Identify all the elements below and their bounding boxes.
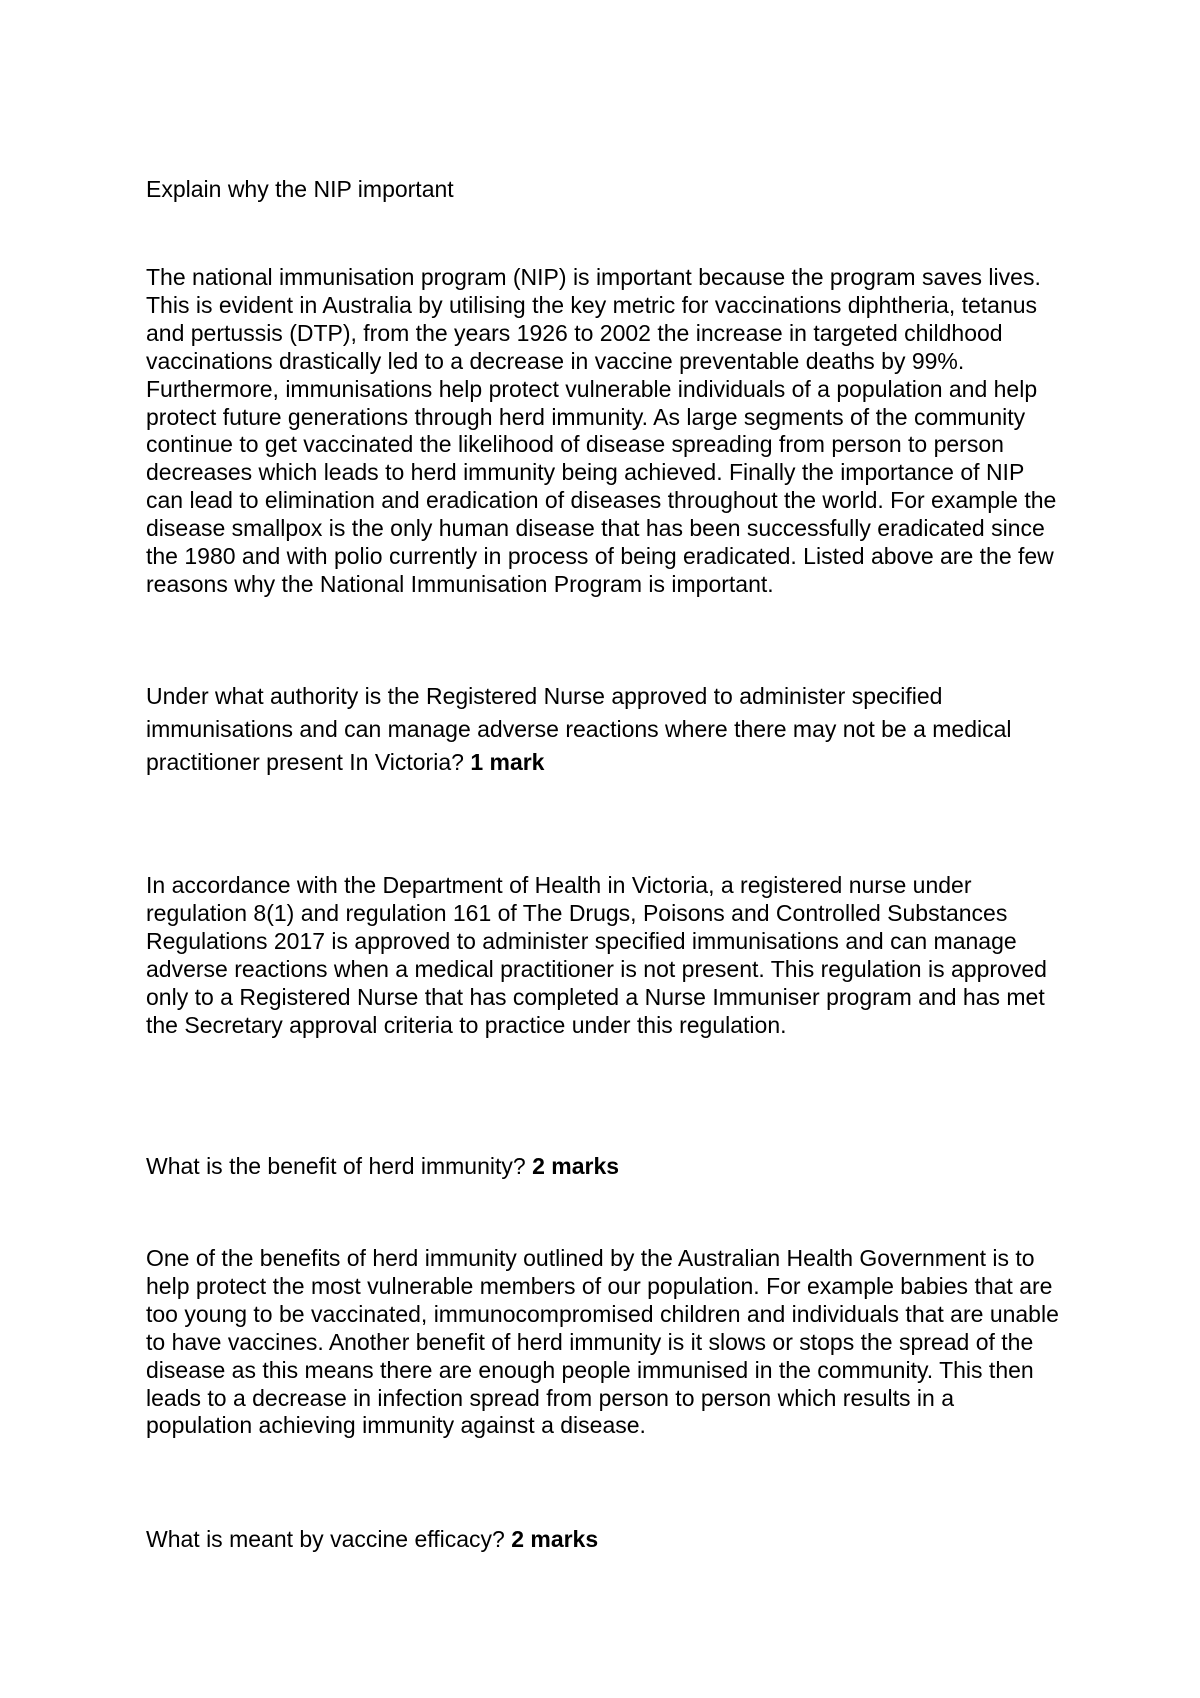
answer-herd-immunity-benefit: One of the benefits of herd immunity outlined by the Australian Health Government is to help protect the most vulnerable members of our population. For example babies that are too young to be vaccinated, immunocompromised children and individuals that are unable to have vaccines. Another benefit of herd immunity is it slows or stops the spread of the disease as this means there are enough people immunised in the community. This then leads to a decrease in infection spread from person to person which results in a population achieving immunity against a disease.	[146, 1245, 1059, 1439]
question-text: Under what authority is the Registered Nurse approved to administer specified immunisations and can manage adverse reactions where there may not be a medical practitioner present In Victoria?	[146, 683, 1012, 775]
question-herd-immunity-benefit	[146, 1153, 1066, 1181]
question-text: Explain why the NIP important	[146, 176, 454, 202]
marks-label: 1 mark	[470, 749, 545, 775]
question-rn-authority	[146, 680, 1066, 779]
question-text: What is the benefit of herd immunity?	[146, 1153, 526, 1179]
question-text: What is meant by vaccine efficacy?	[146, 1526, 505, 1552]
marks-label: 2 marks	[511, 1526, 599, 1552]
marks-label: 2 marks	[532, 1153, 620, 1179]
answer-nip-importance: The national immunisation program (NIP) is important because the program saves lives. This is evident in Australia by utilising the key metric for vaccinations diphtheria, tetanus and pertussis (DTP), from the years 1926 to 2002 the increase in targeted childhood vaccinations drastically led to a decrease in vaccine preventable deaths by 99%. Furthermore, immunisations help protect vulnerable individuals of a population and help protect future generations through herd immunity. As large segments of the community continue to get vaccinated the likelihood of disease spreading from person to person decreases which leads to herd immunity being achieved. Finally the importance of NIP can lead to elimination and eradication of diseases throughout the world. For example the disease smallpox is the only human disease that has been successfully eradicated since the 1980 and with polio currently in process of being eradicated. Listed above are the few reasons why the National Immunisation Program is important.	[146, 264, 1057, 597]
question-vaccine-efficacy	[146, 1526, 1066, 1554]
question-nip-importance	[146, 176, 1066, 204]
answer-rn-authority: In accordance with the Department of Health in Victoria, a registered nurse under regulation 8(1) and regulation 161 of The Drugs, Poisons and Controlled Substances Regulations 2017 is approved to administer specified immunisations and can manage adverse reactions when a medical practitioner is not present. This regulation is approved only to a Registered Nurse that has completed a Nurse Immuniser program and has met the Secretary approval criteria to practice under this regulation.	[146, 872, 1047, 1038]
